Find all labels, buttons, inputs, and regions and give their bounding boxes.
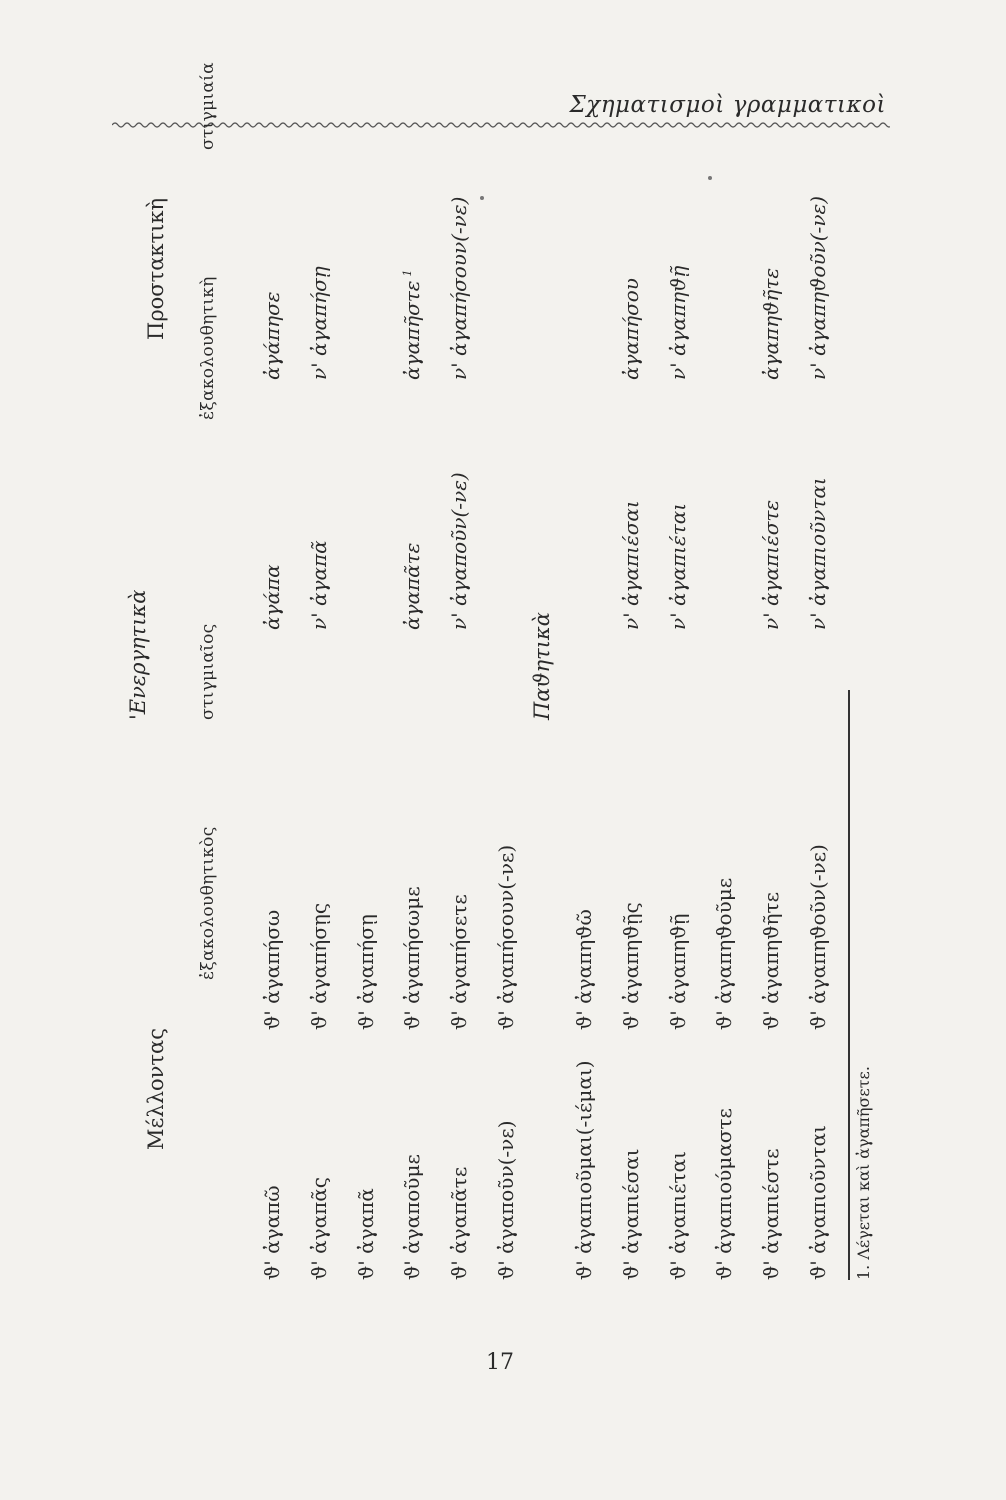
- section-title-passive: Παϑητικὰ: [530, 612, 554, 720]
- active-imperative-3-3: ἀγαπᾶτε: [400, 542, 424, 630]
- active-imperative-4-1: ἀγάπησε: [260, 291, 284, 380]
- active-imperative-4-2: ν' ἀγαπήσῃ: [307, 266, 331, 380]
- passive-4-3: ἀγαπηϑῆτε: [759, 267, 783, 380]
- passive-1-4: ϑ' ἀγαπιούμαστε: [712, 1108, 736, 1280]
- imperative-heading: Προστακτικὴ: [144, 197, 168, 340]
- passive-3-1: ν' ἀγαπιέσαι: [619, 500, 643, 630]
- passive-2-3: ϑ' ἀγαπηϑῇ: [666, 913, 690, 1030]
- imperative-col4-header: στιγμιαία: [198, 62, 218, 150]
- passive-1-1: ϑ' ἀγαπιοῦμαι(-ιέμαι): [572, 1060, 596, 1280]
- passive-1-3: ϑ' ἀγαπιέται: [666, 1151, 690, 1280]
- speck: [708, 176, 712, 180]
- speck: [480, 196, 484, 200]
- active-future-1-1: ϑ' ἀγαπῶ: [260, 1185, 284, 1280]
- passive-1-5: ϑ' ἀγαπιέστε: [759, 1148, 783, 1280]
- passive-1-6: ϑ' ἀγαπιοῦνται: [806, 1125, 830, 1280]
- active-future-1-2: ϑ' ἀγαπᾶς: [307, 1177, 331, 1280]
- active-future-1-3: ϑ' ἀγαπᾶ: [354, 1188, 378, 1280]
- active-future-1-4: ϑ' ἀγαποῦμε: [400, 1154, 424, 1280]
- active-future-1-6: ϑ' ἀγαποῦν(-νε): [494, 1120, 518, 1280]
- section-title-active: 'Ενεργητικὰ: [126, 589, 150, 720]
- footnote-rule: [848, 690, 850, 1280]
- passive-2-2: ϑ' ἀγαπηϑῇς: [619, 902, 643, 1030]
- active-future-2-6: ϑ' ἀγαπήσουν(-νε): [494, 844, 518, 1030]
- passive-3-2: ν' ἀγαπιέται: [666, 502, 690, 630]
- future-heading: Μέλλοντας: [144, 1028, 168, 1150]
- conjugation-table: [126, 40, 873, 1280]
- active-imperative-4-3: ἀγαπῆστε$^1$: [400, 269, 424, 380]
- passive-2-1: ϑ' ἀγαπηϑῶ: [572, 909, 596, 1030]
- page-number: 17: [486, 1350, 514, 1375]
- active-future-2-2: ϑ' ἀγαπήσῃς: [307, 902, 331, 1030]
- passive-4-4: ν' ἀγαπηϑοῦν(-νε): [806, 195, 830, 380]
- active-imperative-3-1: ἀγάπα: [260, 564, 284, 630]
- active-future-2-4: ϑ' ἀγαπήσωμε: [400, 886, 424, 1030]
- passive-2-6: ϑ' ἀγαπηϑοῦν(-νε): [806, 844, 830, 1030]
- passive-3-3: ν' ἀγαπιέστε: [759, 499, 783, 630]
- active-future-2-5: ϑ' ἀγαπήσετε: [447, 894, 471, 1030]
- active-imperative-4-4: ν' ἀγαπήσουν(-νε): [447, 196, 471, 380]
- footnote-marker: 1: [401, 269, 415, 277]
- running-head: Σχηματισμοὶ γραμματικοὶ: [569, 92, 886, 118]
- passive-4-1: ἀγαπήσου: [619, 278, 643, 380]
- active-future-1-5: ϑ' ἀγαπᾶτε: [447, 1166, 471, 1280]
- future-col1-header: ἐξακολουθητικὸς: [198, 826, 218, 980]
- active-future-2-3: ϑ' ἀγαπήσῃ: [354, 914, 378, 1030]
- passive-2-4: ϑ' ἀγαπηϑοῦμε: [712, 877, 736, 1030]
- active-imperative-3-2: ν' ἀγαπᾶ: [307, 540, 331, 630]
- footnote: 1. Λέγεται καὶ ἀγαπῆσετε.: [854, 1066, 873, 1280]
- active-imperative-3-4: ν' ἀγαποῦν(-νε): [447, 472, 471, 630]
- passive-4-2: ν' ἀγαπηϑῇ: [666, 265, 690, 380]
- future-col2-header: στιγμιαῖος: [198, 623, 218, 720]
- passive-3-4: ν' ἀγαπιοῦνται: [806, 477, 830, 630]
- passive-2-5: ϑ' ἀγαπηϑῆτε: [759, 892, 783, 1030]
- imperative-col3-header: ἐξακολουθητικὴ: [198, 276, 218, 420]
- passive-1-2: ϑ' ἀγαπιέσαι: [619, 1148, 643, 1280]
- active-future-2-1: ϑ' ἀγαπήσω: [260, 909, 284, 1030]
